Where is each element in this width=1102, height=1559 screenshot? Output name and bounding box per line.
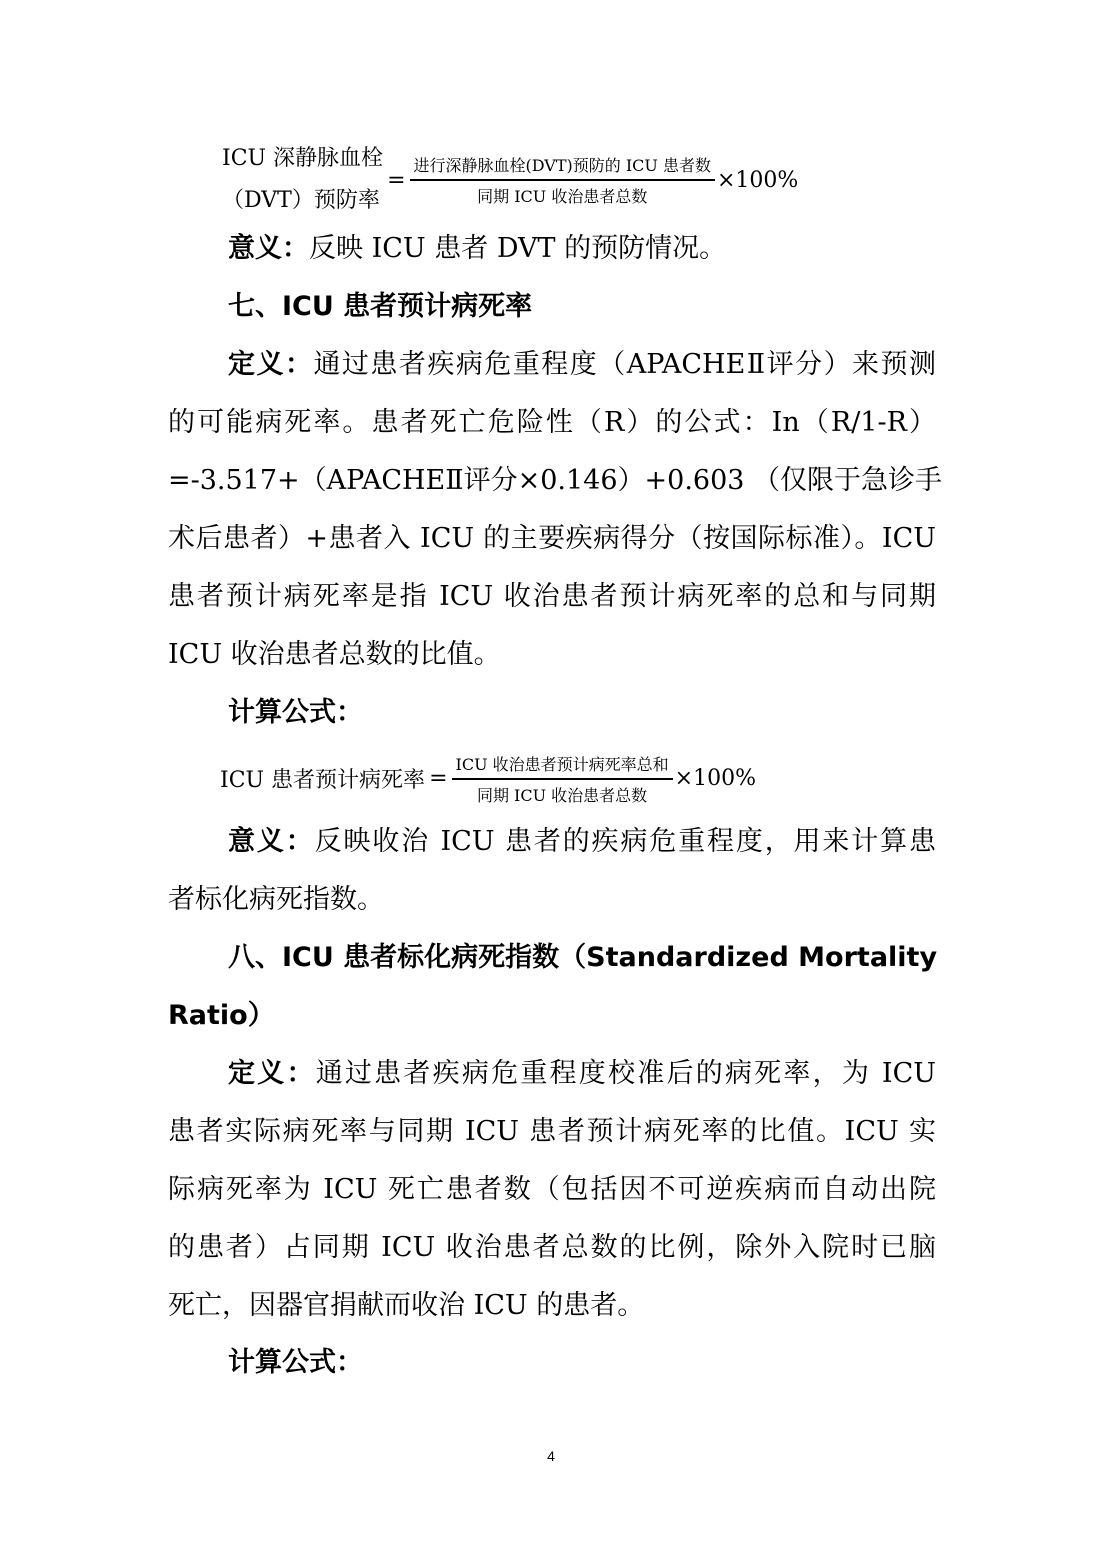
- dvt-formula-equals: =: [387, 167, 406, 193]
- section8-definition-line: 的患者）占同期 ICU 收治患者总数的比例，除外入院时已脑: [168, 1232, 936, 1263]
- section7-heading: 七、ICU 患者预计病死率: [228, 291, 533, 322]
- section7-meaning-text: 反映收治 ICU 患者的疾病危重程度，用来计算患: [314, 826, 936, 857]
- section8-definition-line: [228, 1054, 936, 1094]
- dvt-formula-label: [222, 138, 383, 222]
- dvt-prevention-formula: [222, 138, 798, 222]
- predicted-mortality-denominator: 同期 ICU 收治患者总数: [476, 785, 648, 805]
- dvt-formula-multiplier: ×100%: [716, 167, 799, 193]
- predicted-mortality-formula-equals: =: [429, 766, 448, 792]
- section7-definition-line: 术后患者）+患者入 ICU 的主要疾病得分（按国际标准）。ICU: [168, 523, 936, 554]
- section8-calc-label: 计算公式：: [228, 1347, 363, 1378]
- section7-meaning-line: [228, 822, 936, 862]
- page-number: 4: [547, 1448, 555, 1464]
- section8-heading-line2: Ratio）: [168, 1000, 275, 1031]
- section8-definition-line: 患者实际病死率与同期 ICU 患者预计病死率的比值。ICU 实: [168, 1116, 936, 1147]
- section7-meaning-line: 者标化病死指数。: [168, 884, 384, 915]
- predicted-mortality-multiplier: ×100%: [674, 766, 756, 792]
- section8-definition-line: 际病死率为 ICU 死亡患者数（包括因不可逆疾病而自动出院: [168, 1174, 936, 1205]
- definition-label: 定义：: [228, 1058, 316, 1089]
- predicted-mortality-fraction: [452, 752, 673, 806]
- dvt-formula-label-line1: ICU 深静脉血栓: [222, 146, 384, 171]
- predicted-mortality-formula: [220, 752, 756, 806]
- section8-definition-text: 通过患者疾病危重程度校准后的病死率，为 ICU: [315, 1058, 936, 1089]
- section7-calc-label: 计算公式：: [228, 697, 363, 728]
- dvt-formula-numerator: 进行深静脉血栓(DVT)预防的 ICU 患者数: [413, 156, 711, 176]
- section7-definition-line: 患者预计病死率是指 ICU 收治患者预计病死率的总和与同期: [168, 581, 936, 612]
- section8-definition-line: 死亡，因器官捐献而收治 ICU 的患者。: [168, 1290, 645, 1321]
- section7-definition-line: =-3.517+（APACHEⅡ评分×0.146）+0.603 （仅限于急诊手: [168, 465, 943, 496]
- dvt-formula-fraction: [410, 153, 715, 207]
- definition-label: 定义：: [228, 349, 314, 380]
- meaning-label: 意义：: [228, 826, 315, 857]
- section7-definition-line: 的可能病死率。患者死亡危险性（R）的公式：In（R/1-R）: [168, 407, 936, 438]
- section7-definition-line: [228, 345, 936, 385]
- section7-definition-line: ICU 收治患者总数的比值。: [168, 639, 501, 670]
- section8-heading-line1: 八、ICU 患者标化病死指数（Standardized Mortality: [228, 942, 938, 973]
- dvt-formula-denominator: 同期 ICU 收治患者总数: [477, 186, 648, 206]
- predicted-mortality-numerator: ICU 收治患者预计病死率总和: [455, 755, 669, 774]
- predicted-mortality-formula-label: ICU 患者预计病死率: [220, 768, 426, 794]
- dvt-formula-label-line2: （DVT）预防率: [222, 188, 380, 213]
- meaning-label: 意义：: [228, 233, 309, 264]
- dvt-meaning: [228, 229, 936, 269]
- section7-definition-text: 通过患者疾病危重程度（APACHEⅡ评分）来预测: [313, 349, 936, 380]
- dvt-meaning-text: 反映 ICU 患者 DVT 的预防情况。: [309, 233, 727, 264]
